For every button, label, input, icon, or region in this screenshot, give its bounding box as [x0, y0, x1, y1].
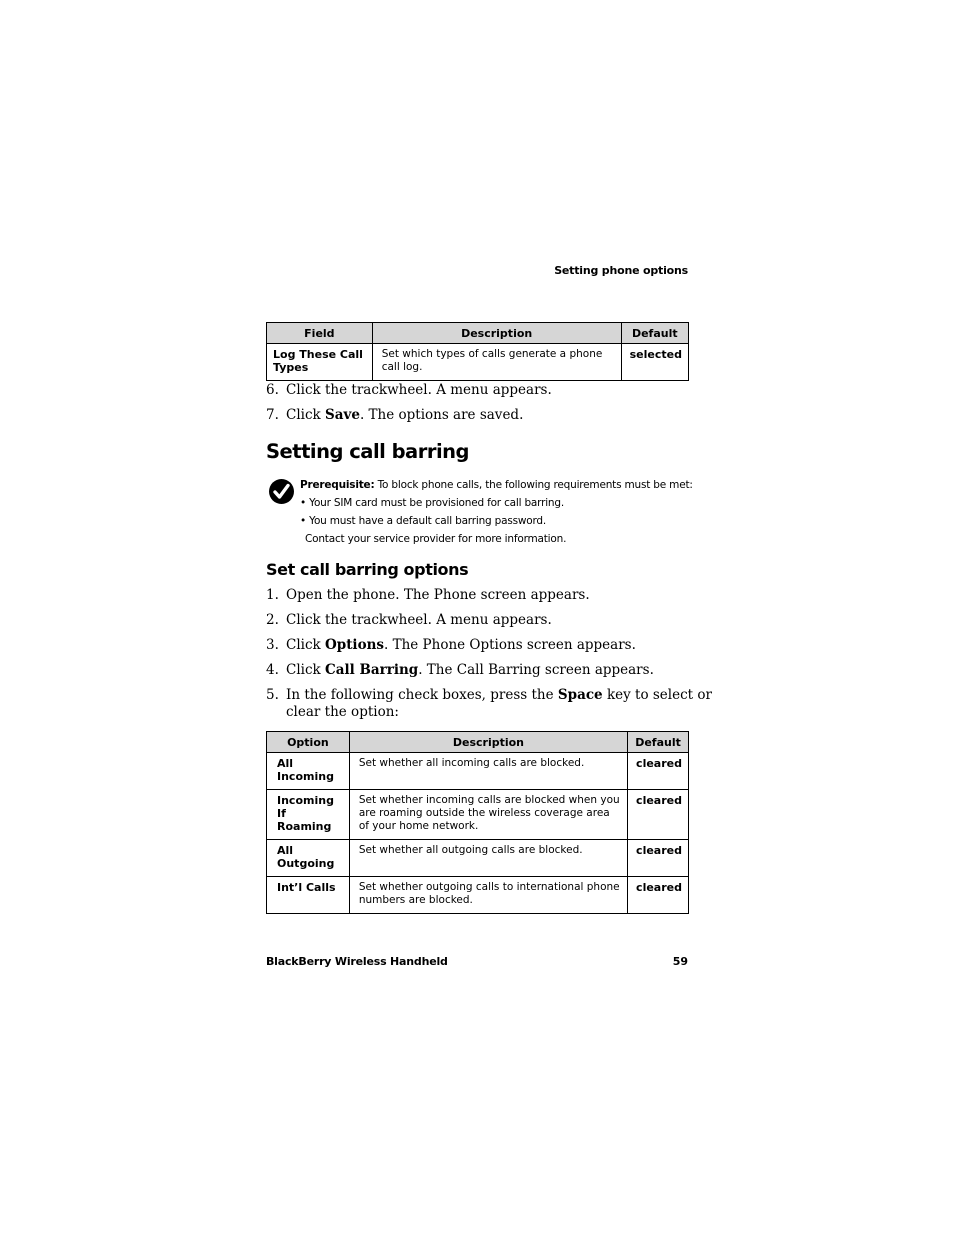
list-item: 4. Click Call Barring. The Call Barring screen appears. [266, 662, 654, 678]
column-header-default: Default [621, 323, 688, 344]
option-description: Set whether all outgoing calls are blocked. [349, 840, 627, 877]
running-header: Setting phone options [554, 264, 688, 277]
page-number: 59 [672, 955, 688, 968]
option-name: Int’l Calls [267, 877, 350, 914]
subsection-heading: Set call barring options [266, 560, 469, 579]
prerequisite-note: Prerequisite: To block phone calls, the following requirements must be met: • Your SIM card must be provisioned for call barring. • You must have a default call barring password. Contact your service provider for more information. [300, 476, 693, 548]
option-default: cleared [628, 877, 689, 914]
option-default: cleared [628, 840, 689, 877]
table-row [267, 840, 689, 877]
list-item: 5. In the following check boxes, press the Space key to select or clear the option: [266, 687, 712, 720]
section-heading: Setting call barring [266, 440, 469, 463]
field-table [266, 322, 689, 381]
option-name: All Incoming [267, 753, 350, 790]
list-item: • You must have a default call barring password. [300, 515, 547, 527]
table-row [267, 790, 689, 840]
field-name: Log These Call Types [267, 344, 373, 381]
option-description: Set whether all incoming calls are blocked. [349, 753, 627, 790]
field-description: Set which types of calls generate a phone call log. [372, 344, 621, 381]
column-header-default: Default [628, 732, 689, 753]
checkmark-icon [269, 479, 294, 504]
column-header-field: Field [267, 323, 373, 344]
list-item: 7. Click Save. The options are saved. [266, 407, 524, 423]
list-item: • Your SIM card must be provisioned for call barring. [300, 497, 564, 509]
option-description: Set whether incoming calls are blocked when you are roaming outside the wireless coverage area of your home network. [349, 790, 627, 840]
column-header-option: Option [267, 732, 350, 753]
table-row [267, 877, 689, 914]
prerequisite-footnote: Contact your service provider for more information. [305, 533, 567, 545]
options-table [266, 731, 689, 914]
field-default: selected [621, 344, 688, 381]
list-item: 2. Click the trackwheel. A menu appears. [266, 612, 552, 628]
option-name: All Outgoing [267, 840, 350, 877]
column-header-description: Description [349, 732, 627, 753]
option-default: cleared [628, 790, 689, 840]
table-row [267, 753, 689, 790]
column-header-description: Description [372, 323, 621, 344]
prerequisite-label: Prerequisite: [300, 479, 375, 491]
list-item: 3. Click Options. The Phone Options screen appears. [266, 637, 636, 653]
option-name: Incoming If Roaming [267, 790, 350, 840]
option-description: Set whether outgoing calls to international phone numbers are blocked. [349, 877, 627, 914]
list-item: 6. Click the trackwheel. A menu appears. [266, 382, 552, 398]
table-row [267, 344, 689, 381]
list-item: 1. Open the phone. The Phone screen appears. [266, 587, 590, 603]
option-default: cleared [628, 753, 689, 790]
footer-title: BlackBerry Wireless Handheld [266, 955, 448, 968]
